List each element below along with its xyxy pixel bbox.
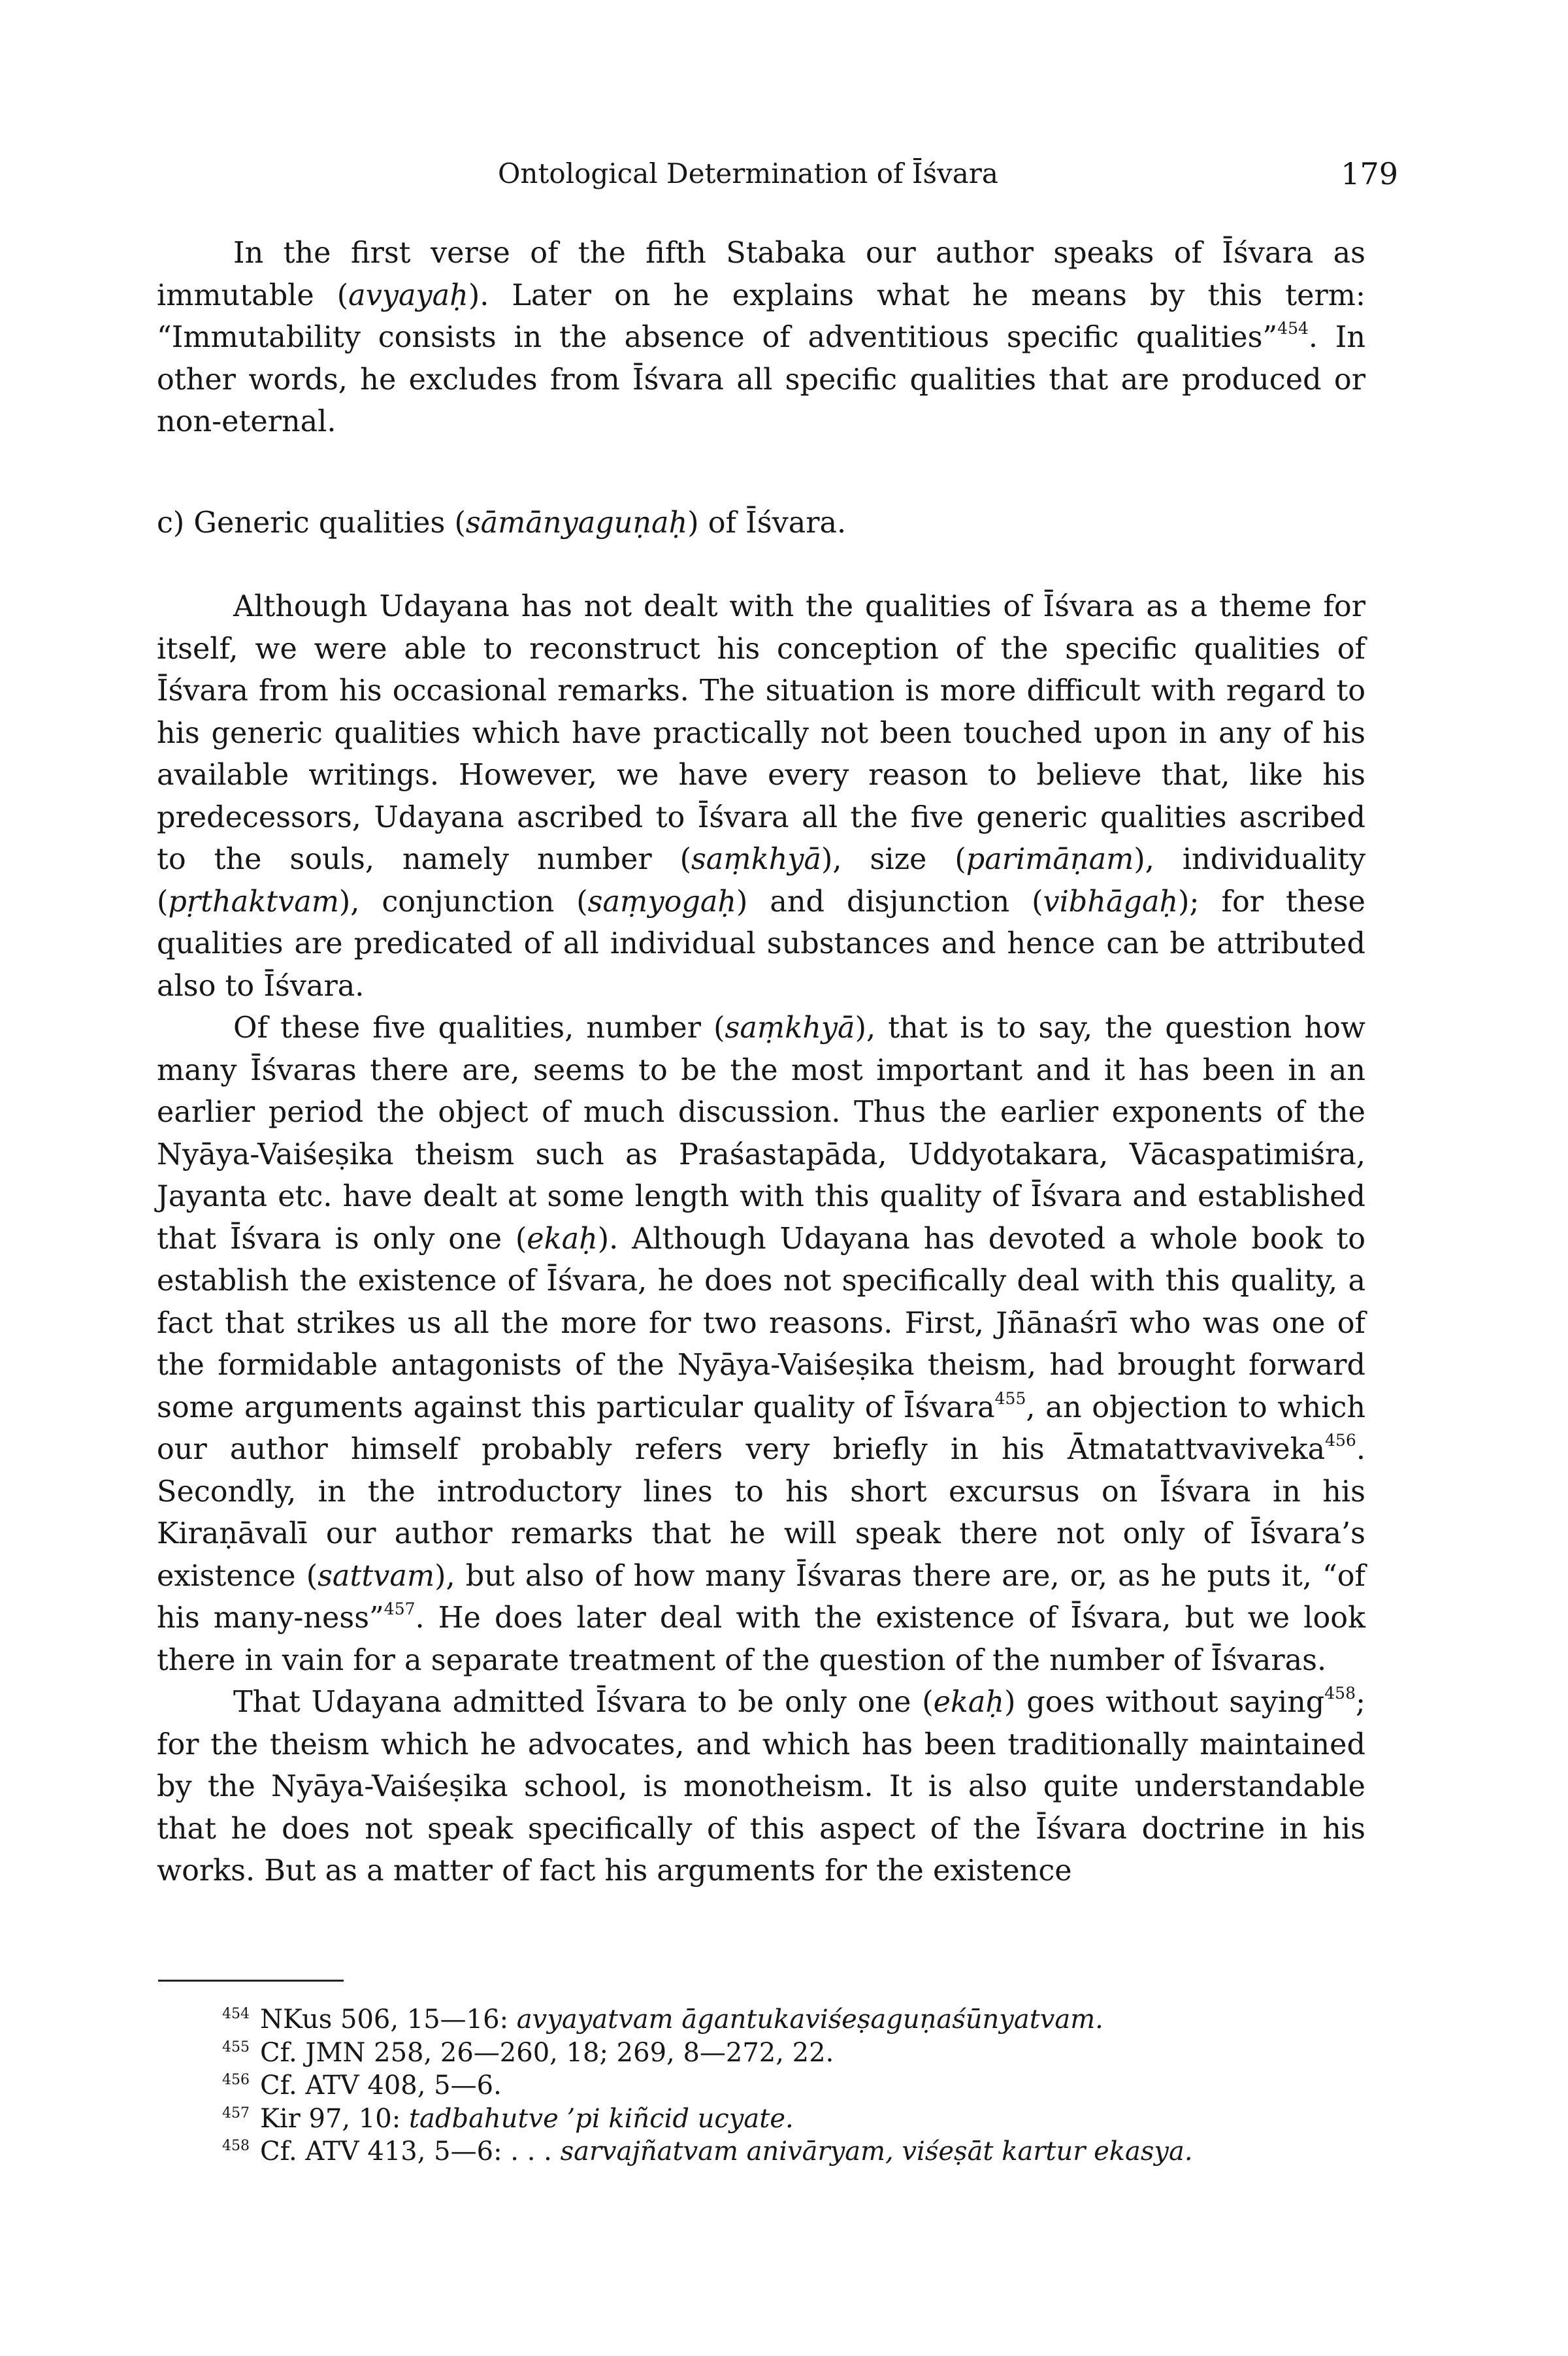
running-header [157, 155, 1398, 195]
footnote-ref-455[interactable]: 455 [994, 1388, 1026, 1408]
italic-term: sāmānyaguṇaḥ [465, 506, 688, 540]
footnote-458: $^{458}$ Cf. ATV 413, 5—6: . . . sarvajñatvam anivāryam, viśeṣāt kartur ekasya. [222, 2136, 1193, 2167]
footnote-455: $^{455}$ Cf. JMN 258, 26—260, 18; 269, 8—272, 22. [222, 2037, 834, 2068]
italic-term: pṛthaktvam [168, 885, 339, 919]
italic-term: saṃkhyā [691, 843, 822, 876]
footnote-454: $^{454}$ NKus 506, 15—16: avyayatvam āgantukaviśeṣaguṇaśūnyatvam. [222, 2004, 1103, 2035]
footnote-457: $^{457}$ Kir 97, 10: tadbahutve ’pi kiñcid ucyate. [222, 2103, 794, 2134]
chapter-title: Ontological Determination of Īśvara [498, 157, 998, 189]
italic-term: ekaḥ [933, 1686, 1005, 1719]
footnote-number: 455 [222, 2038, 250, 2055]
section-heading: c) Generic qualities (sāmānyaguṇaḥ) of Īśvara. [157, 506, 847, 540]
italic-term: saṃkhyā [725, 1011, 855, 1045]
main-text [157, 233, 1365, 1893]
footnote-number: 458 [222, 2138, 250, 2154]
footnote-456: $^{456}$ Cf. ATV 408, 5—6. [222, 2070, 502, 2101]
paragraph-4: That Udayana admitted Īśvara to be only one (ekaḥ) goes without saying$^{458}$; for the theism which he advocates, and which has been traditionally maintained by the Nyāya-Vaiśeṣika school, is monotheism. It is also quite understandable that he does not speak specifically of this aspect of the Īśvara doctrine in his works. But as a matter of fact his arguments for the existence [157, 1684, 1365, 1888]
italic-term: sattvam [318, 1559, 435, 1593]
footnote-number: 457 [222, 2104, 250, 2121]
footnote-separator [158, 1980, 344, 1982]
paragraph-2: Although Udayana has not dealt with the qualities of Īśvara as a theme for itself, we were able to reconstruct his conception of the specific qualities of Īśvara from his occasional remarks. The situation is more difficult with regard to his generic qualities which have practically not been touched upon in any of his available writings. However, we have every reason to believe that, like his predecessors, Udayana ascribed to Īśvara all the five generic qualities ascribed to the souls, namely number (saṃkhyā), size (parimāṇam), individuality (pṛthaktvam), conjunction (saṃyogaḥ) and disjunction (vibhāgaḥ); for these qualities are predicated of all individual substances and hence can be attributed also to Īśvara. [157, 590, 1365, 1003]
footnote-ref-458[interactable]: 458 [1324, 1684, 1356, 1703]
footnote-ref-456[interactable]: 456 [1325, 1431, 1356, 1450]
italic-term: vibhāgaḥ [1043, 885, 1179, 919]
italic-term: saṃyogaḥ [587, 885, 737, 919]
footnote-ref-457[interactable]: 457 [384, 1599, 416, 1618]
italic-term: parimāṇam [966, 843, 1134, 876]
italic-term: ekaḥ [527, 1222, 598, 1256]
paragraph-1: In the first verse of the fifth Stabaka our author speaks of Īśvara as immutable (avyayaḥ). Later on he explains what he means by this term: “Immutability consists in the absence of adventitious specific qualities”$^{454}$. In other words, he excludes from Īśvara all specific qualities that are produced or non-eternal. [157, 237, 1365, 438]
paragraph-3: Of these five qualities, number (saṃkhyā), that is to say, the question how many Īśvaras there are, seems to be the most important and it has been in an earlier period the object of much discussion. Thus the earlier exponents of the Nyāya-Vaiśeṣika theism such as Praśastapāda, Uddyotakara, Vācaspatimiśra, Jayanta etc. have dealt at some length with this quality of Īśvara and established that Īśvara is only one (ekaḥ). Although Udayana has devoted a whole book to establish the existence of Īśvara, he does not specifically deal with this quality, a fact that strikes us all the more for two reasons. First, Jñānaśrī who was one of the formidable antagonists of the Nyāya-Vaiśeṣika theism, had brought forward some arguments against this particular quality of Īśvara$^{455}$, an objection to which our author himself probably refers very briefly in his Ātmatattvaviveka$^{456}$. Secondly, in the introductory lines to his short excursus on Īśvara in his Kiraṇāvalī our author remarks that he will speak there not only of Īśvara’s existence (sattvam), but also of how many Īśvaras there are, or, as he puts it, “of his many-ness”$^{457}$. He does later deal with the existence of Īśvara, but we look there in vain for a separate treatment of the question of the number of Īśvaras. [157, 1011, 1366, 1677]
footnote-ref-454[interactable]: 454 [1277, 319, 1309, 338]
footnote-number: 454 [222, 2006, 250, 2022]
italic-term: avyayaḥ [348, 278, 468, 312]
page-number: 179 [1341, 156, 1398, 191]
footnotes [222, 2003, 1385, 2168]
footnote-number: 456 [222, 2072, 250, 2088]
